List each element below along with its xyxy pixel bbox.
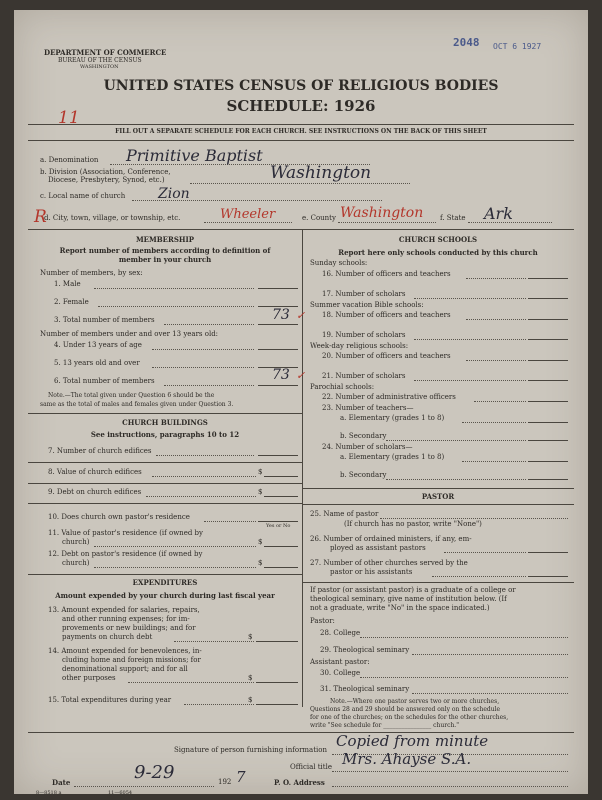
denomination-value: Primitive Baptist bbox=[126, 146, 263, 165]
q3-total-value: 73 bbox=[272, 307, 290, 323]
answer-line bbox=[152, 367, 254, 368]
denomination-label: a. Denomination bbox=[40, 156, 99, 164]
graduate-note-1: If pastor (or assistant pastor) is a graduate of a college or bbox=[310, 586, 516, 594]
q11-line-2: church) bbox=[62, 538, 90, 546]
answer-line bbox=[412, 693, 568, 694]
answer-line bbox=[528, 576, 568, 577]
answer-line bbox=[528, 380, 568, 381]
answer-line bbox=[332, 786, 568, 787]
signature-value: Copied from minute bbox=[336, 732, 489, 750]
answer-line bbox=[528, 360, 568, 361]
membership-note-1: Note.—The total given under Question 6 should be the bbox=[48, 392, 215, 399]
q3-total: 3. Total number of members bbox=[54, 316, 155, 324]
graduate-note-3: not a graduate, write "No" in the space indicated.) bbox=[310, 604, 490, 612]
q28: 28. College bbox=[320, 629, 361, 637]
assistant-pastor-label: Assistant pastor: bbox=[310, 658, 370, 666]
answer-line bbox=[466, 278, 526, 279]
answer-line bbox=[528, 401, 568, 402]
q12-line-2: church) bbox=[62, 559, 90, 567]
pastor-note-4: write "See schedule for ________________ church." bbox=[310, 722, 459, 729]
census-schedule-sheet bbox=[14, 10, 588, 794]
dollar-sign: $ bbox=[248, 696, 253, 704]
q27-line-1: 27. Number of other churches served by the bbox=[310, 559, 468, 567]
city-town-label: d. City, town, village, or township, etc. bbox=[44, 214, 181, 222]
q12-line-1: 12. Debt on pastor's residence (if owned by bbox=[48, 550, 203, 558]
q24a: a. Elementary (grades 1 to 8) bbox=[340, 453, 445, 461]
q13-line-3: provements or new buildings; and for bbox=[62, 624, 196, 632]
members-by-sex-label: Number of members, by sex: bbox=[40, 269, 143, 277]
divider bbox=[302, 488, 574, 489]
q18: 18. Number of officers and teachers bbox=[322, 311, 451, 319]
q13-line-1: 13. Amount expended for salaries, repairs, bbox=[48, 606, 200, 614]
answer-line bbox=[74, 786, 214, 787]
q14-line-1: 14. Amount expended for benevolences, in- bbox=[48, 647, 202, 655]
answer-line bbox=[184, 704, 254, 705]
form-code-2: 11—6054 bbox=[108, 790, 133, 796]
city-label: WASHINGTON bbox=[80, 64, 119, 70]
divider bbox=[28, 574, 302, 575]
answer-line bbox=[338, 222, 436, 223]
answer-line bbox=[164, 385, 254, 386]
bureau-label: BUREAU OF THE CENSUS bbox=[58, 57, 142, 64]
answer-line bbox=[474, 401, 526, 402]
answer-line bbox=[152, 476, 256, 477]
answer-line bbox=[164, 324, 254, 325]
schools-sub: Report here only schools conducted by this church bbox=[338, 248, 538, 257]
q1-male: 1. Male bbox=[54, 280, 81, 288]
answer-line bbox=[528, 298, 568, 299]
pastor-note-1: Note.—Where one pastor serves two or more churches, bbox=[330, 698, 500, 705]
answer-line bbox=[528, 440, 568, 441]
answer-line bbox=[264, 496, 298, 497]
instruction-banner: FILL OUT A SEPARATE SCHEDULE FOR EACH CHURCH. SEE INSTRUCTIONS ON THE BACK OF THIS SHEET bbox=[115, 128, 487, 135]
membership-heading: MEMBERSHIP bbox=[135, 235, 195, 244]
form-code-1: 8—8518 a bbox=[36, 790, 62, 796]
q26-line-1: 26. Number of ordained ministers, if any, em- bbox=[310, 535, 472, 543]
sunday-schools-label: Sunday schools: bbox=[310, 259, 368, 267]
members-by-age-label: Number of members under and over 13 years old: bbox=[40, 330, 219, 338]
answer-line bbox=[360, 637, 568, 638]
answer-line bbox=[152, 349, 254, 350]
local-name-value: Zion bbox=[158, 186, 190, 202]
answer-line bbox=[264, 546, 298, 547]
answer-line bbox=[94, 567, 256, 568]
answer-line bbox=[444, 552, 526, 553]
pastor-note-2: Questions 28 and 29 should be answered only on the schedule bbox=[310, 706, 501, 713]
answer-line bbox=[146, 496, 256, 497]
red-check: ✓ bbox=[296, 309, 306, 322]
expenditures-heading: EXPENDITURES bbox=[132, 578, 198, 587]
answer-line bbox=[258, 455, 298, 456]
department-label: DEPARTMENT OF COMMERCE bbox=[44, 48, 167, 57]
answer-line bbox=[156, 455, 254, 456]
q11-line-1: 11. Value of pastor's residence (if owned by bbox=[48, 529, 203, 537]
q17: 17. Number of scholars bbox=[322, 290, 406, 298]
answer-line bbox=[432, 576, 526, 577]
answer-line bbox=[528, 319, 568, 320]
q21: 21. Number of scholars bbox=[322, 372, 406, 380]
answer-line bbox=[256, 682, 298, 683]
divider bbox=[28, 483, 302, 484]
answer-line bbox=[190, 183, 410, 184]
answer-line bbox=[256, 641, 298, 642]
date-year-prefix: 192 bbox=[218, 778, 232, 786]
date-value: 9-29 bbox=[134, 762, 175, 783]
divider bbox=[28, 732, 574, 733]
q24b: b. Secondary bbox=[340, 471, 387, 479]
county-label: e. County bbox=[302, 214, 336, 222]
state-value: Ark bbox=[484, 204, 513, 223]
graduate-note-2: theological seminary, give name of institution below. (If bbox=[310, 595, 507, 603]
q14-line-2: cluding home and foreign missions; for bbox=[62, 656, 201, 664]
official-title-label: Official title bbox=[290, 763, 332, 771]
dollar-sign: $ bbox=[258, 559, 263, 567]
answer-line bbox=[258, 324, 298, 325]
answer-line bbox=[360, 677, 568, 678]
q25-hint: (If church has no pastor, write "None") bbox=[344, 520, 482, 528]
answer-line bbox=[204, 222, 292, 223]
pastor-note-3: for one of the churches; on the schedules for the other churches, bbox=[310, 714, 509, 721]
answer-line bbox=[258, 349, 298, 350]
answer-line bbox=[462, 422, 526, 423]
answer-line bbox=[332, 771, 568, 772]
state-label: f. State bbox=[440, 214, 466, 222]
divider bbox=[28, 503, 302, 504]
received-stamp-number: 2048 bbox=[453, 36, 480, 49]
q6-total-value: 73 bbox=[272, 367, 290, 383]
pastor-heading: PASTOR bbox=[421, 492, 455, 501]
parochial-schools-label: Parochial schools: bbox=[310, 383, 375, 391]
dollar-sign: $ bbox=[258, 488, 263, 496]
answer-line bbox=[386, 440, 526, 441]
division-value: Washington bbox=[270, 163, 372, 183]
answer-line bbox=[98, 306, 254, 307]
pastor-label: Pastor: bbox=[310, 617, 335, 625]
column-divider bbox=[302, 229, 303, 707]
q6-total: 6. Total number of members bbox=[54, 377, 155, 385]
weekday-schools-label: Week-day religious schools: bbox=[310, 342, 409, 350]
answer-line bbox=[258, 288, 298, 289]
q24: 24. Number of scholars— bbox=[322, 443, 413, 451]
summer-schools-label: Summer vacation Bible schools: bbox=[310, 301, 424, 309]
answer-line bbox=[414, 339, 526, 340]
page-subtitle: SCHEDULE: 1926 bbox=[226, 97, 376, 115]
answer-line bbox=[414, 298, 526, 299]
divider bbox=[302, 582, 574, 583]
answer-line bbox=[462, 461, 526, 462]
membership-sub-2: member in your church bbox=[118, 255, 212, 264]
answer-line bbox=[380, 518, 568, 519]
buildings-sub: See instructions, paragraphs 10 to 12 bbox=[90, 430, 240, 439]
answer-line bbox=[94, 288, 254, 289]
division-label-1: b. Division (Association, Conference, bbox=[40, 168, 171, 176]
local-name-label: c. Local name of church bbox=[40, 192, 126, 200]
q4-under-13: 4. Under 13 years of age bbox=[54, 341, 142, 349]
q27-line-2: pastor or his assistants bbox=[330, 568, 413, 576]
membership-note-2: same as the total of males and females given under Question 3. bbox=[40, 401, 234, 408]
q10: 10. Does church own pastor's residence bbox=[48, 513, 190, 521]
buildings-heading: CHURCH BUILDINGS bbox=[122, 418, 208, 427]
q23b: b. Secondary bbox=[340, 432, 387, 440]
q14-line-4: other purposes bbox=[62, 674, 116, 682]
q20: 20. Number of officers and teachers bbox=[322, 352, 451, 360]
answer-line bbox=[466, 319, 526, 320]
signature-label: Signature of person furnishing information bbox=[174, 746, 328, 754]
q9: 9. Debt on church edifices bbox=[48, 488, 142, 496]
answer-line bbox=[258, 385, 298, 386]
q26-line-2: ployed as assistant pastors bbox=[330, 544, 426, 552]
membership-sub-1: Report number of members according to definition of bbox=[59, 246, 271, 255]
q13-line-4: payments on church debt bbox=[62, 633, 153, 641]
divider bbox=[28, 413, 302, 414]
q8: 8. Value of church edifices bbox=[48, 468, 142, 476]
answer-line bbox=[128, 682, 254, 683]
q2-female: 2. Female bbox=[54, 298, 89, 306]
county-value: Washington bbox=[340, 205, 424, 221]
answer-line bbox=[466, 360, 526, 361]
answer-line bbox=[204, 521, 256, 522]
answer-line bbox=[94, 546, 256, 547]
answer-line bbox=[412, 654, 568, 655]
q5-13-and-over: 5. 13 years old and over bbox=[54, 359, 140, 367]
answer-line bbox=[174, 641, 254, 642]
divider bbox=[302, 504, 574, 505]
answer-line bbox=[528, 278, 568, 279]
answer-line bbox=[264, 567, 298, 568]
dollar-sign: $ bbox=[258, 538, 263, 546]
red-mark-r: R bbox=[34, 207, 47, 227]
q30: 30. College bbox=[320, 669, 361, 677]
answer-line bbox=[528, 461, 568, 462]
dollar-sign: $ bbox=[248, 633, 253, 641]
dollar-sign: $ bbox=[248, 674, 253, 682]
q14-line-3: denominational support; and for all bbox=[62, 665, 188, 673]
red-mark-11: 11 bbox=[58, 108, 80, 128]
received-stamp-date: OCT 6 1927 bbox=[493, 42, 542, 51]
expenditures-sub: Amount expended by your church during last fiscal year bbox=[55, 591, 275, 600]
q22: 22. Number of administrative officers bbox=[322, 393, 456, 401]
answer-line bbox=[264, 476, 298, 477]
q29: 29. Theological seminary bbox=[320, 646, 410, 654]
answer-line bbox=[256, 704, 298, 705]
q7: 7. Number of church edifices bbox=[48, 447, 152, 455]
red-check: ✓ bbox=[296, 369, 306, 382]
divider bbox=[28, 124, 574, 125]
answer-line bbox=[528, 422, 568, 423]
q31: 31. Theological seminary bbox=[320, 685, 410, 693]
divider bbox=[28, 140, 574, 141]
po-address-label: P. O. Address bbox=[274, 778, 325, 787]
q16: 16. Number of officers and teachers bbox=[322, 270, 451, 278]
page-title: UNITED STATES CENSUS OF RELIGIOUS BODIES bbox=[103, 78, 499, 94]
answer-line bbox=[414, 380, 526, 381]
city-town-value: Wheeler bbox=[220, 207, 276, 222]
q23a: a. Elementary (grades 1 to 8) bbox=[340, 414, 445, 422]
answer-line bbox=[258, 521, 298, 522]
schools-heading: CHURCH SCHOOLS bbox=[398, 235, 478, 244]
divider bbox=[28, 462, 302, 463]
date-year-suffix: 7 bbox=[236, 768, 246, 786]
division-label-2: Diocese, Presbytery, Synod, etc.) bbox=[48, 176, 165, 184]
date-label: Date bbox=[52, 778, 71, 787]
yes-no-hint: Yes or No bbox=[266, 523, 291, 529]
q25: 25. Name of pastor bbox=[310, 510, 379, 518]
q13-line-2: and other running expenses; for im- bbox=[62, 615, 190, 623]
official-title-value: Mrs. Ahayse S.A. bbox=[342, 750, 472, 768]
q23: 23. Number of teachers— bbox=[322, 404, 414, 412]
dollar-sign: $ bbox=[258, 468, 263, 476]
answer-line bbox=[528, 339, 568, 340]
q19: 19. Number of scholars bbox=[322, 331, 406, 339]
answer-line bbox=[386, 479, 526, 480]
divider bbox=[28, 229, 574, 230]
answer-line bbox=[528, 479, 568, 480]
q15: 15. Total expenditures during year bbox=[48, 696, 172, 704]
answer-line bbox=[528, 552, 568, 553]
